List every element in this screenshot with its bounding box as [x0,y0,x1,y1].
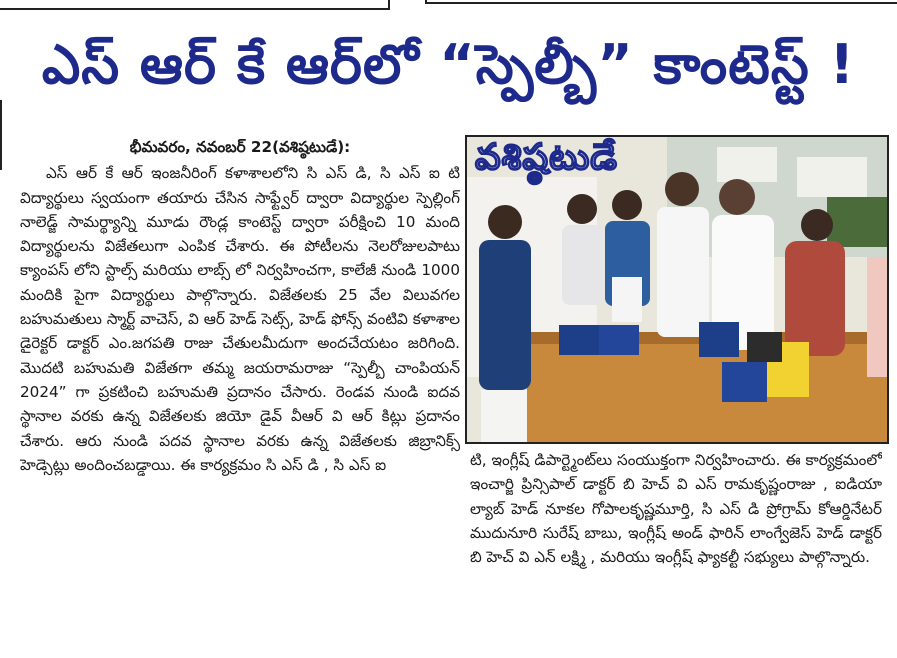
left-body-text: ఎస్ ఆర్ కే ఆర్ ఇంజనీరింగ్ కళాశాలలోని సి ఎస్ డి, సి ఎస్ ఐ టి విద్యార్థులు స్వయంగా తయారు చేసిన సాఫ్ట్వేర్ ద్వారా విద్యార్థుల స్పెల్లింగ్ నాలెడ్జ్ సామర్థ్యాన్ని మూడు రౌండ్ల కాంటెస్ట్ ద్వారా పరీక్షించి 10 మంది విద్యార్థులను విజేతలుగా ఎంపిక చేశారు. ఈ పోటీలను నెలరోజులపాటు క్యాంపస్ లోని స్టాల్స్ మరియు లాబ్స్ లో నిర్వహించగా, కాలేజీ నుండి 1000 మందికి పైగా విద్యార్థులు పాల్గొన్నారు. విజేతలకు 25 వేల విలువగల బహుమతులు స్మార్ట్ వాచెస్, వి ఆర్ హెడ్ సెట్స్, హెడ్ ఫోన్స్ వంటివి కళాశాల డైరెక్టర్ డాక్టర్ ఎం.జగపతి రాజు చేతులమీదుగా అందచేయటం జరిగింది. మొదటి బహుమతి విజేతగా తమ్మ జయరామరాజు “స్పెల్బీ చాంపియన్ 2024” గా ప్రకటించి బహుమతి ప్రదానం చేసారు. రెండవ నుండి ఐదవ స్థానాల వరకు ఉన్న విజేతలకు జియో డైవ్ వీఆర్ వి ఆర్ కిట్లు ప్రదానం చేశారు. ఆరు నుండి పదవ స్థానాల వరకు ఉన్న విజేతలకు జిబ్రానిక్స్ హెడ్సెట్లు అందించబడ్డాయి. ఈ కార్యక్రమం సి ఎస్ డి , సి ఎస్ ఐ [20,164,460,474]
right-body-text: టి, ఇంగ్లీష్ డిపార్ట్మెంట్‌లు సంయుక్తంగా నిర్వహించారు. ఈ కార్యక్రమంలో ఇంచార్జి ప్రిన్సిపాల్ డాక్టర్ బి హెచ్ వి ఎస్ రామకృష్ణంరాజు , ఐడియా ల్యాబ్ హెడ్ నూకల గోపాలకృష్ణమూర్తి, సి ఎస్ డి ప్రోగ్రామ్ కోఆర్డినేటర్ ముదునూరి సురేష్ బాబు, ఇంగ్లీష్ అండ్ ఫారిన్ లాంగ్వేజెస్ హెడ్ డాక్టర్ బి హెచ్ వి ఎన్ లక్ష్మి , మరియు ఇంగ్లీష్ ఫ్యాకల్టీ సభ్యులు పాల్గొన్నారు. [470,451,882,567]
article-headline: ఎస్ ఆర్ కే ఆర్‌లో “స్పెల్బీ” కాంటెస్ట్ ! [41,33,856,96]
neighbor-column-edge [0,100,2,170]
neighbor-article-border-right-bottom [425,2,897,4]
news-photo [465,135,889,444]
left-column [20,135,460,645]
neighbor-article-border-left-bottom [0,8,390,10]
person-student [479,205,531,442]
dateline: భీమవరం, నవంబర్ 22(వశిష్ఠటుడే): [129,138,351,156]
right-column [470,448,882,648]
photo-watermark: వశిష్ఠటుడే [475,137,618,178]
